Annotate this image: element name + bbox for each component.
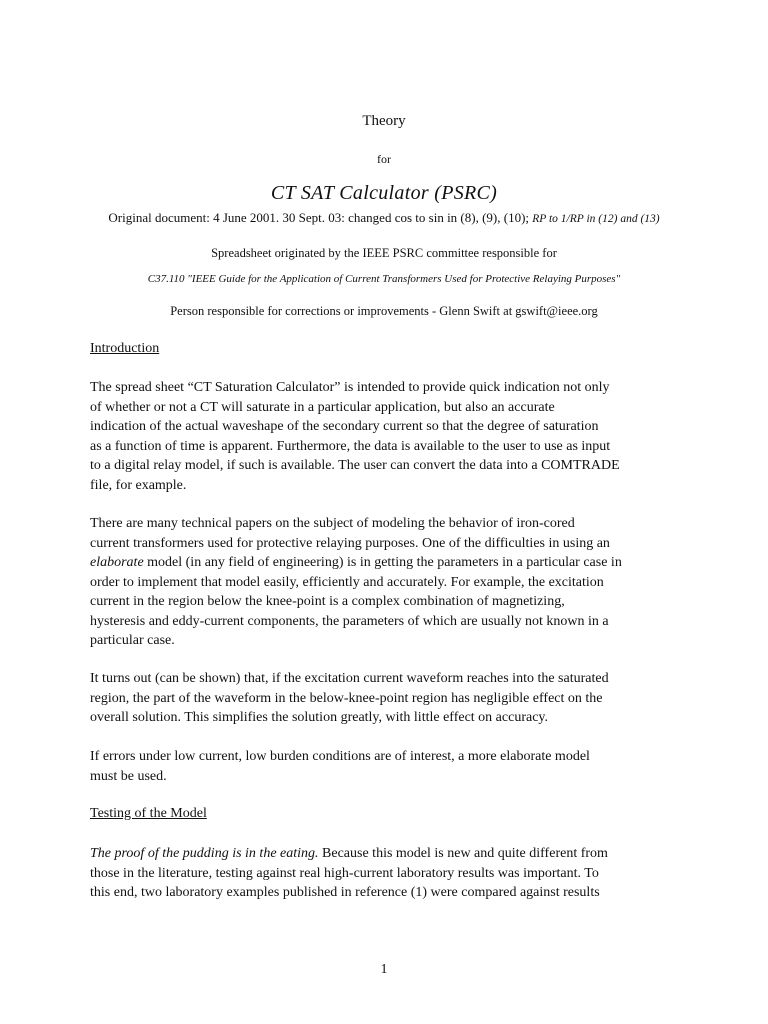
c37-guide-title: C37.110 "IEEE Guide for the Application of Current Transformers Used for Protective Relaying Purposes" bbox=[147, 273, 621, 285]
spreadsheet-origin: Spreadsheet originated by the IEEE PSRC committee responsible for bbox=[211, 246, 557, 260]
paragraph-line: hysteresis and eddy-current components, the parameters of which are usually not known in a bbox=[90, 613, 609, 629]
paragraph-line: There are many technical papers on the subject of modeling the behavior of iron-cored bbox=[90, 516, 575, 531]
paragraph-line: indication of the actual waveshape of the secondary current so that the degree of saturation bbox=[90, 419, 599, 434]
intro-paragraph-4 bbox=[90, 747, 690, 786]
paragraph-line: particular case. bbox=[90, 633, 175, 648]
main-title: CT SAT Calculator (PSRC) bbox=[270, 182, 498, 204]
testing-heading: Testing of the Model bbox=[90, 806, 207, 821]
testing-paragraph bbox=[90, 844, 690, 903]
paragraph-line: current transformers used for protective relaying purposes. One of the difficulties in using an bbox=[90, 535, 610, 551]
paragraph-line: of whether or not a CT will saturate in a particular application, but also an accurate bbox=[90, 399, 555, 415]
paragraph-line: to a digital relay model, if such is available. The user can convert the data into a COMTRADE bbox=[90, 458, 620, 473]
paragraph-line: this end, two laboratory examples published in reference (1) were compared against results bbox=[90, 885, 600, 900]
intro-paragraph-3 bbox=[90, 669, 690, 728]
paragraph-line: must be used. bbox=[90, 768, 167, 784]
doc-title: Theory bbox=[362, 113, 406, 129]
original-document-italic: RP to 1/RP in (12) and (13) bbox=[532, 213, 660, 225]
paragraph-line: The spread sheet “CT Saturation Calculator” is intended to provide quick indication not only bbox=[90, 380, 610, 395]
paragraph-line-rest: Because this model is new and quite different from bbox=[318, 846, 608, 861]
paragraph-line: those in the literature, testing against real high-current laboratory results was important. To bbox=[90, 865, 599, 881]
intro-paragraph-1 bbox=[90, 378, 690, 495]
for-label: for bbox=[377, 152, 391, 166]
paragraph-line: overall solution. This simplifies the solution greatly, with little effect on accuracy. bbox=[90, 710, 549, 725]
intro-paragraph-2 bbox=[90, 514, 690, 651]
paragraph-line-rest: model (in any field of engineering) is in getting the parameters in a particular case in bbox=[143, 555, 622, 570]
page-number: 1 bbox=[380, 962, 388, 977]
elaborate-italic: elaborate bbox=[90, 555, 144, 570]
paragraph-line: current in the region below the knee-point is a complex combination of magnetizing, bbox=[90, 594, 565, 609]
original-document-text: Original document: 4 June 2001. 30 Sept. 03: changed cos to sin in (8), (9), (10); bbox=[108, 210, 533, 225]
person-responsible: Person responsible for corrections or improvements - Glenn Swift at gswift@ieee.org bbox=[170, 304, 598, 318]
original-document-note bbox=[0, 210, 768, 226]
paragraph-line: It turns out (can be shown) that, if the excitation current waveform reaches into the saturated bbox=[90, 671, 609, 686]
paragraph-line: region, the part of the waveform in the below-knee-point region has negligible effect on the bbox=[90, 690, 603, 706]
pudding-italic: The proof of the pudding is in the eating. bbox=[90, 846, 319, 861]
paragraph-line bbox=[90, 844, 690, 864]
introduction-heading: Introduction bbox=[90, 341, 160, 356]
paragraph-line bbox=[90, 553, 690, 573]
paragraph-line: If errors under low current, low burden conditions are of interest, a more elaborate model bbox=[90, 749, 590, 764]
paragraph-line: file, for example. bbox=[90, 477, 187, 493]
paragraph-line: order to implement that model easily, efficiently and accurately. For example, the excitation bbox=[90, 574, 604, 590]
paragraph-line: as a function of time is apparent. Furthermore, the data is available to the user to use as input bbox=[90, 438, 611, 454]
